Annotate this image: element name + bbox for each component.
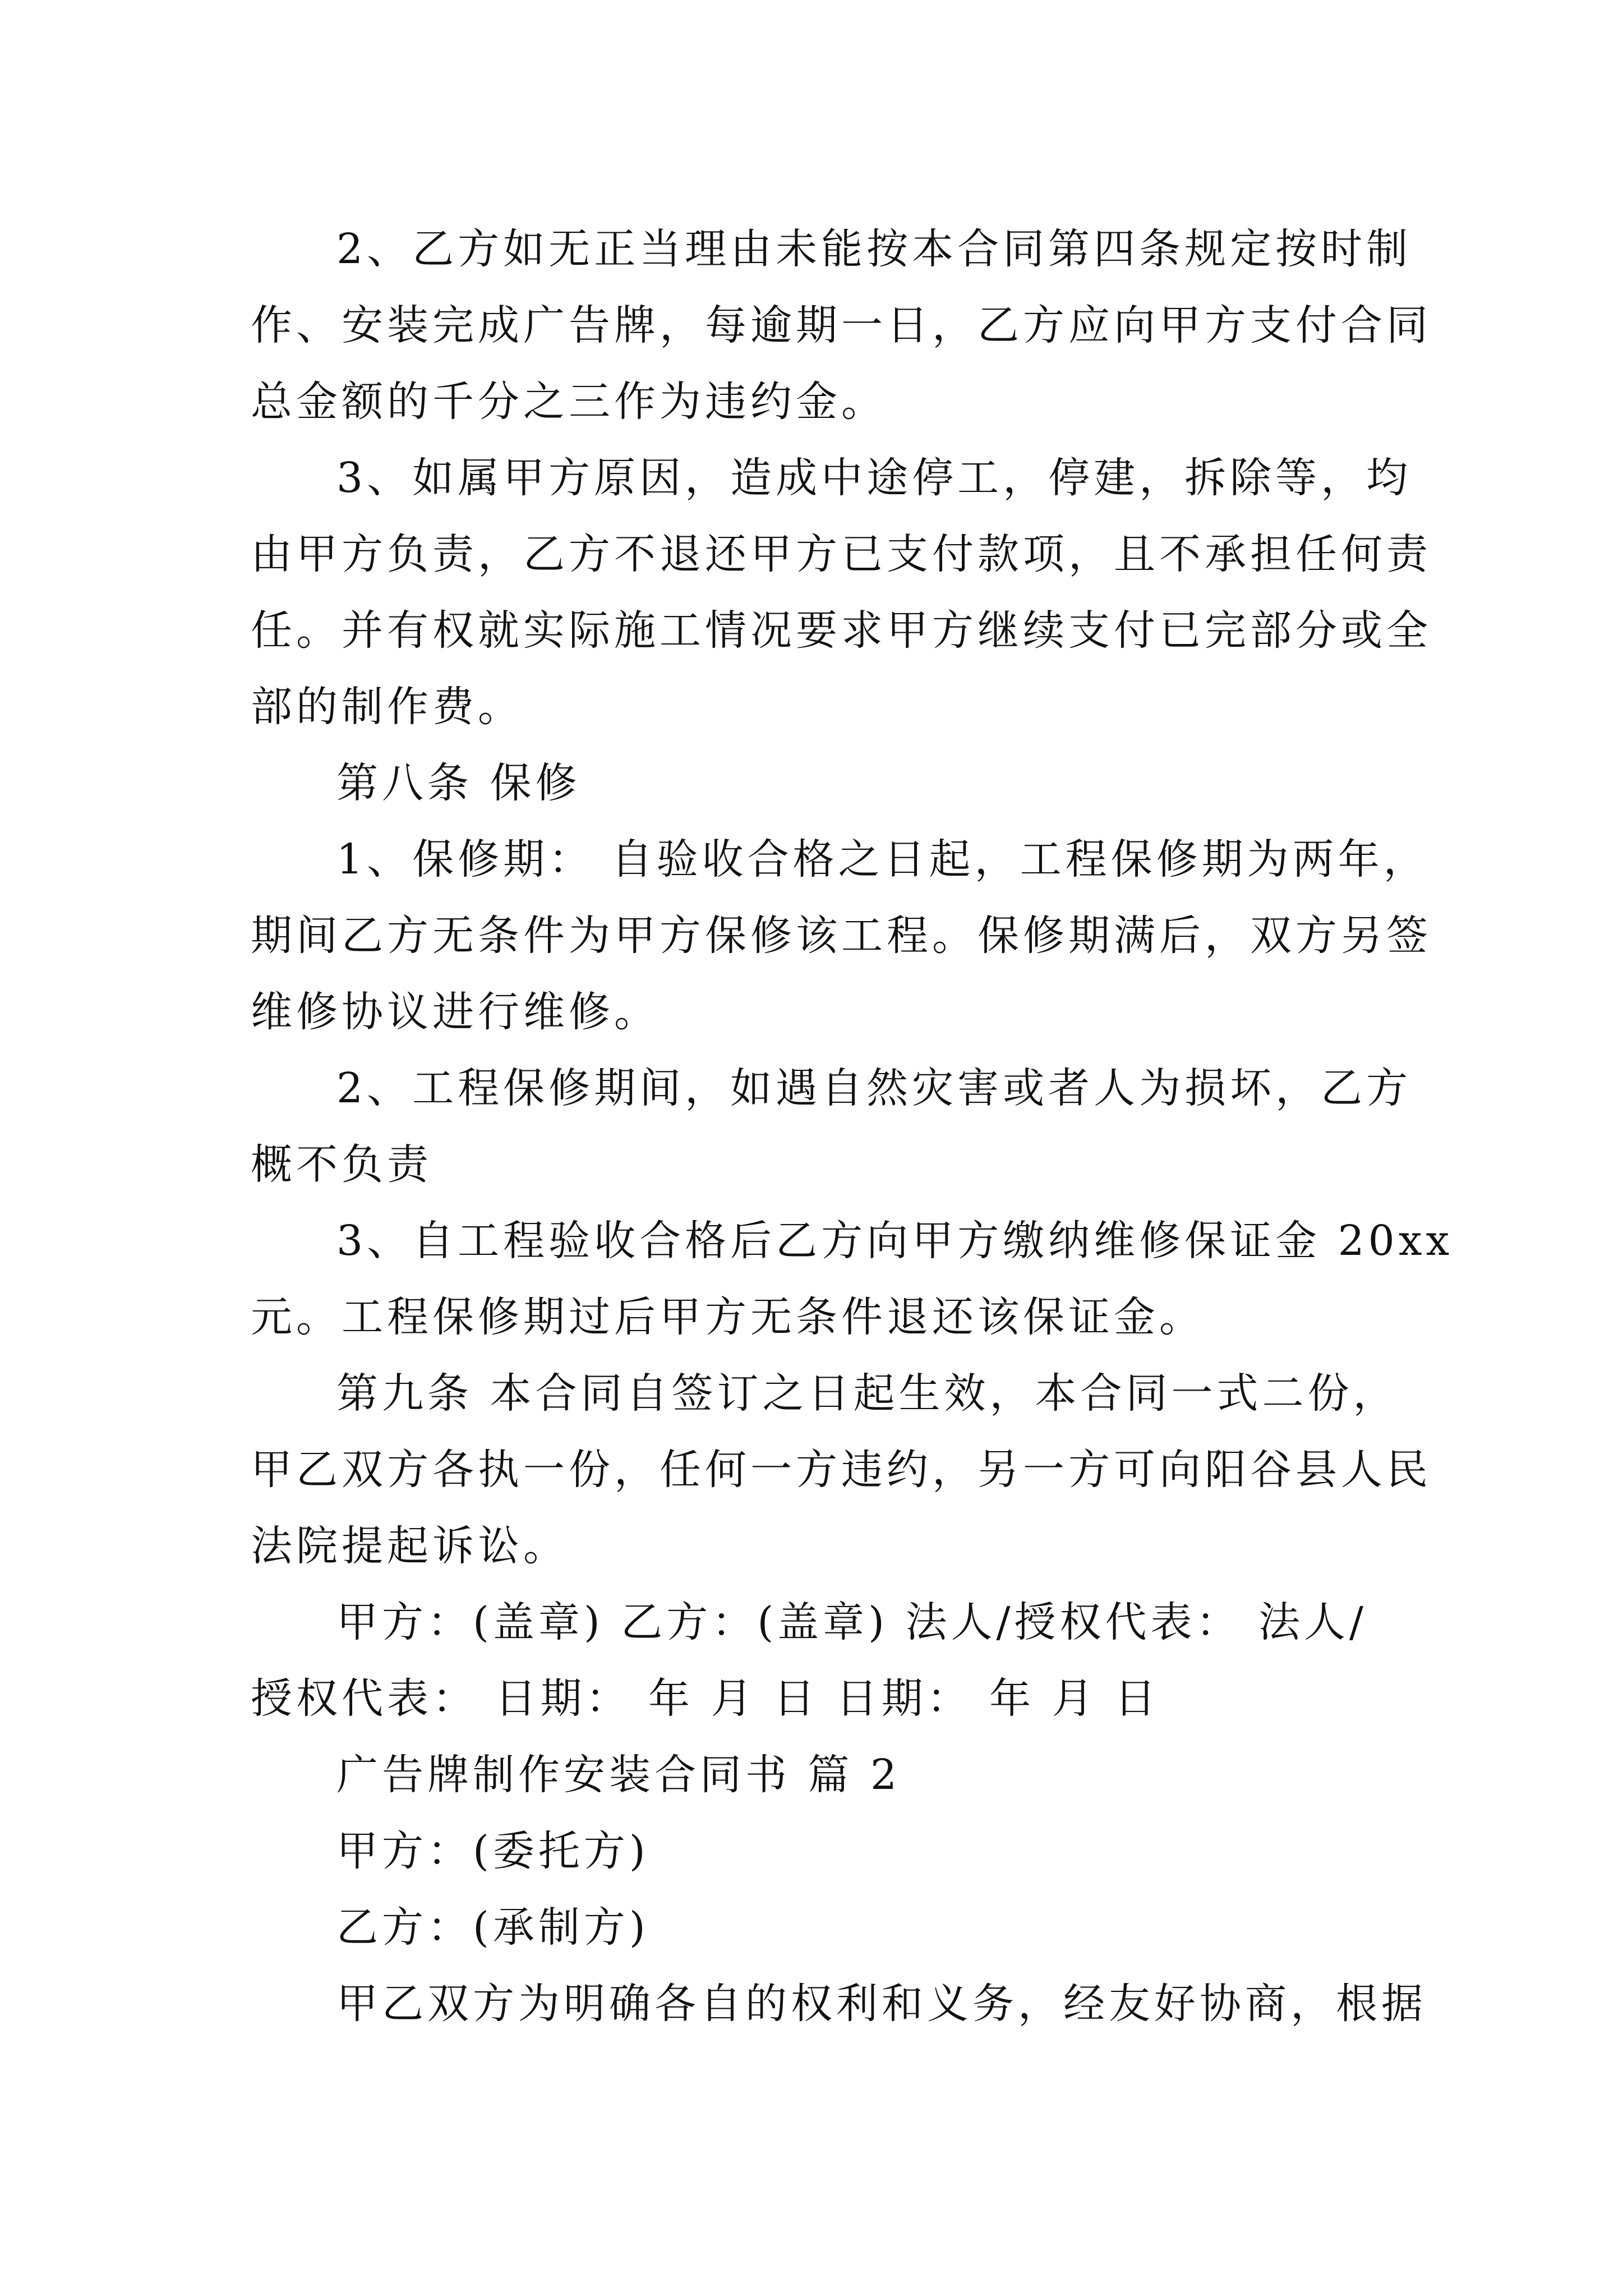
paragraph-line: 3、自工程验收合格后乙方向甲方缴纳维修保证金 20xx: [336, 1217, 1454, 1265]
document-subtitle: 广告牌制作安装合同书 篇 2: [336, 1751, 901, 1799]
party-a-line: 甲方：(委托方): [336, 1827, 649, 1875]
paragraph-line: 由甲方负责，乙方不退还甲方已支付款项，且不承担任何责: [251, 530, 1432, 578]
paragraph-line: 甲乙双方各执一份，任何一方违约，另一方可向阳谷县人民: [251, 1446, 1432, 1494]
paragraph-line: 期间乙方无条件为甲方保修该工程。保修期满后，双方另签: [251, 912, 1432, 960]
paragraph-line: 元。工程保修期过后甲方无条件退还该保证金。: [251, 1293, 1205, 1341]
paragraph-line: 部的制作费。: [251, 683, 523, 731]
paragraph-line: 总金额的千分之三作为违约金。: [251, 378, 887, 426]
section-heading: 第八条 保修: [336, 759, 581, 807]
paragraph-line: 任。并有权就实际施工情况要求甲方继续支付已完部分或全: [251, 606, 1432, 655]
paragraph-line: 1、保修期： 自验收合格之日起，工程保修期为两年，: [336, 835, 1429, 884]
paragraph-line: 3、如属甲方原因，造成中途停工，停建，拆除等，均: [336, 454, 1412, 502]
party-b-line: 乙方：(承制方): [336, 1903, 649, 1952]
paragraph-line: 2、乙方如无正当理由未能按本合同第四条规定按时制: [336, 225, 1412, 273]
paragraph-line: 概不负责: [251, 1140, 432, 1189]
paragraph-line: 维修协议进行维修。: [251, 988, 660, 1036]
paragraph-line: 作、安装完成广告牌，每逾期一日，乙方应向甲方支付合同: [251, 301, 1432, 349]
paragraph-line: 甲乙双方为明确各自的权利和义务，经友好协商，根据: [336, 1980, 1427, 2028]
document-body: [251, 211, 1454, 2042]
signature-line: 甲方：(盖章) 乙方：(盖章) 法人/授权代表： 法人/: [336, 1598, 1367, 1646]
paragraph-line: 2、工程保修期间，如遇自然灾害或者人为损坏，乙方: [336, 1064, 1412, 1112]
signature-line: 授权代表： 日期： 年 月 日 日期： 年 月 日: [251, 1674, 1160, 1723]
paragraph-line: 法院提起诉讼。: [251, 1522, 569, 1570]
paragraph-line: 第九条 本合同自签订之日起生效，本合同一式二份，: [336, 1369, 1399, 1418]
